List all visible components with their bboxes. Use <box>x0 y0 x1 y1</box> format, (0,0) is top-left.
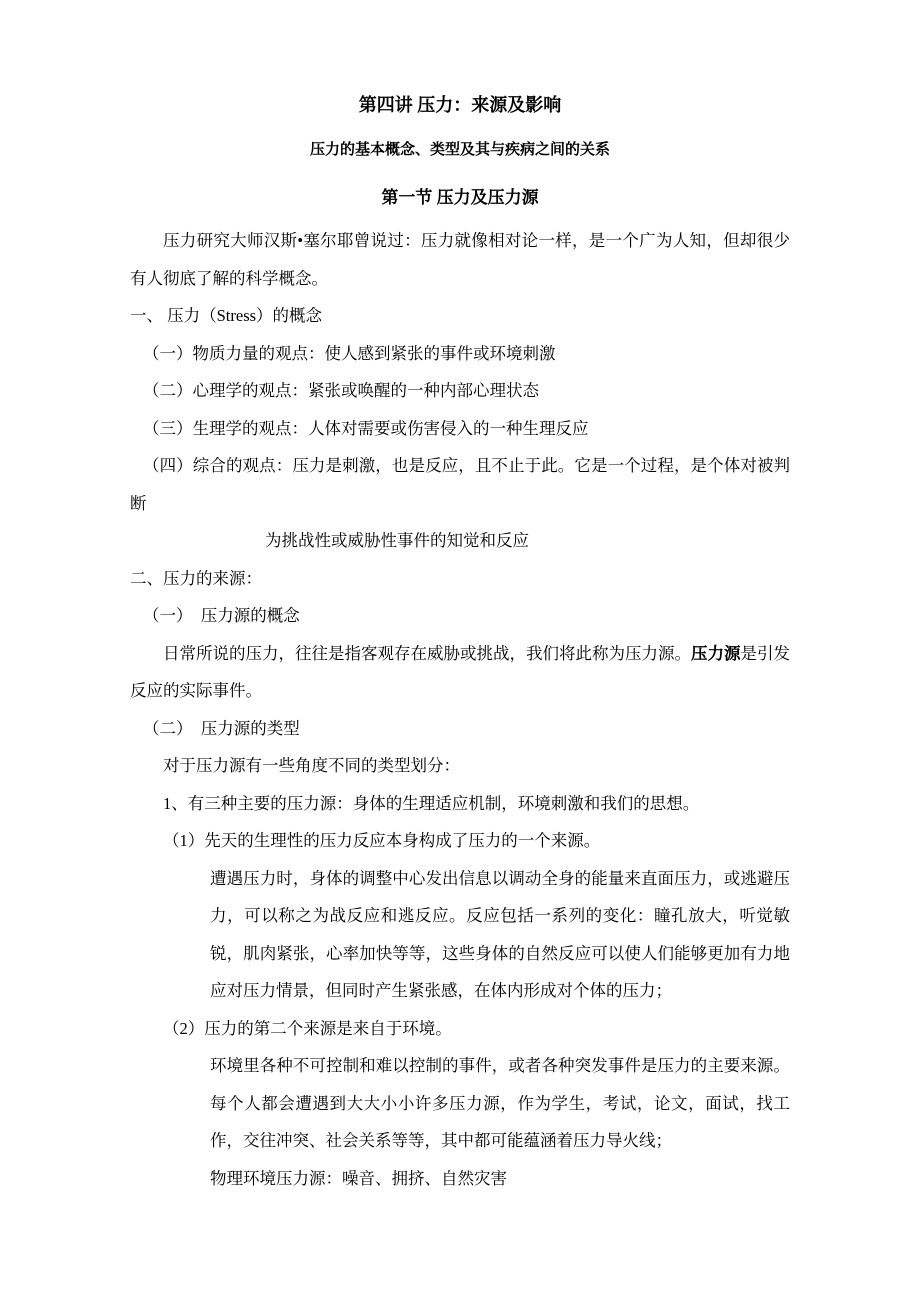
text-run: 环境里各种不可控制和难以控制的事件，或者各种突发事件是压力的主要来源。每个人都会遭遇到大大小小许多压力源，作为学生，考试，论文，面试，找工作，交往冲突、社会关系等等，其中都可能蕴涵着压力导火线； <box>210 1056 790 1150</box>
text-run: （二）心理学的观点：紧张或唤醒的一种内部心理状态 <box>143 381 539 400</box>
text-run: （1）先天的生理性的压力反应本身构成了压力的一个来源。 <box>163 831 601 850</box>
text-run: 日常所说的压力，往往是指客观存在威胁或挑战，我们将此称为压力源。 <box>163 643 691 663</box>
paragraph <box>130 635 790 710</box>
paragraph <box>130 447 790 522</box>
paragraph <box>130 1010 790 1048</box>
paragraph <box>130 410 790 448</box>
paragraph <box>130 372 790 410</box>
text-run: 压力研究大师汉斯•塞尔耶曾说过：压力就像相对论一样，是一个广为人知，但却很少有人彻底了解的科学概念。 <box>130 231 790 288</box>
text-run: 一、 压力（Stress）的概念 <box>130 306 323 325</box>
paragraph <box>130 222 790 297</box>
text-run: （2）压力的第二个来源是来自于环境。 <box>163 1018 452 1038</box>
text-run: 遭遇压力时，身体的调整中心发出信息以调动全身的能量来直面压力，或逃避压力，可以称之为战反应和逃反应。反应包括一系列的变化：瞳孔放大，听觉敏锐，肌肉紧张，心率加快等等，这些身体的自然反应可以使人们能够更加有力地应对压力情景，但同时产生紧张感，在体内形成对个体的压力； <box>210 868 790 1000</box>
document-body <box>130 222 790 1197</box>
paragraph <box>130 860 790 1010</box>
paragraph <box>130 822 790 860</box>
paragraph <box>130 1047 790 1160</box>
text-run: 二、压力的来源： <box>130 568 262 588</box>
paragraph <box>130 747 790 785</box>
text-run: （三）生理学的观点：人体对需要或伤害侵入的一种生理反应 <box>143 418 589 438</box>
bold-text-run: 压力源 <box>691 643 741 663</box>
text-run: （一） 压力源的概念 <box>143 606 300 625</box>
paragraph <box>130 522 790 560</box>
paragraph <box>130 335 790 373</box>
section-heading: 第一节 压力及压力源 <box>381 188 539 207</box>
text-run: （二） 压力源的类型 <box>143 718 300 738</box>
paragraph <box>130 560 790 598</box>
paragraph <box>130 297 790 335</box>
paragraph <box>130 710 790 748</box>
text-run: 物理环境压力源：噪音、拥挤、自然灾害 <box>210 1168 507 1188</box>
paragraph <box>130 1160 790 1198</box>
text-run: 对于压力源有一些角度不同的类型划分： <box>163 756 460 775</box>
text-run: （四）综合的观点：压力是刺激，也是反应，且不止于此。它是一个过程，是个体对被判断 <box>130 456 790 513</box>
text-run: 为挑战性或威胁性事件的知觉和反应 <box>265 531 529 550</box>
text-run: 是引发反应的实际事件。 <box>130 643 790 700</box>
document-subtitle: 压力的基本概念、类型及其与疾病之间的关系 <box>309 142 610 158</box>
text-run: 1、有三种主要的压力源：身体的生理适应机制，环境刺激和我们的思想。 <box>163 793 700 813</box>
paragraph <box>130 597 790 635</box>
document-title: 第四讲 压力：来源及影响 <box>358 95 562 115</box>
paragraph <box>130 785 790 823</box>
text-run: （一）物质力量的观点：使人感到紧张的事件或环境刺激 <box>143 343 556 363</box>
